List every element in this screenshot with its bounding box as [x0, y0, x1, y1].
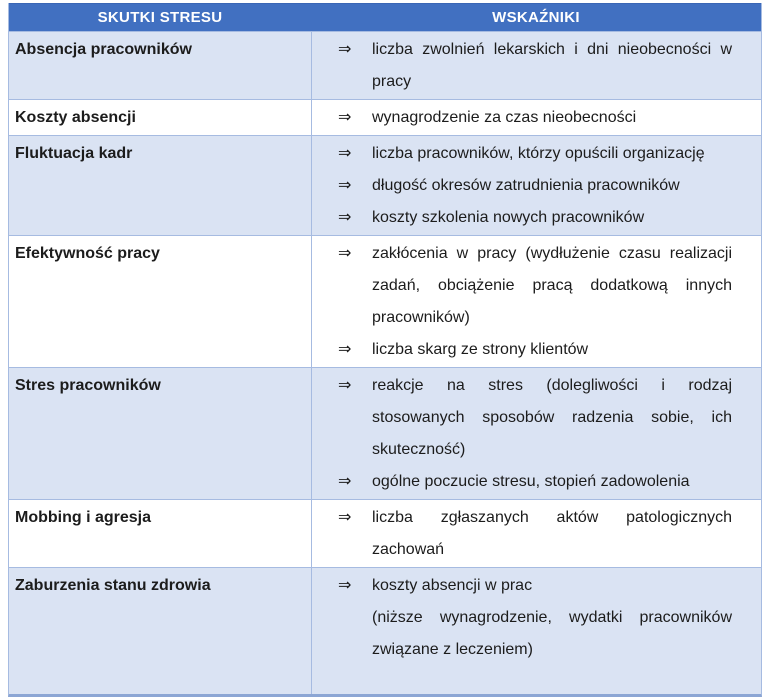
table-row [9, 99, 761, 135]
indicators-cell [311, 100, 761, 135]
indicator-text [372, 34, 732, 98]
effect-cell: Fluktuacja kadr [15, 145, 133, 162]
header-skutki-stresu: SKUTKI STRESU [97, 9, 223, 26]
effect-cell: Efektywność pracy [15, 245, 160, 262]
double-arrow-icon: ⇒ [338, 41, 352, 58]
indicator-text [372, 138, 732, 170]
double-arrow-icon: ⇒ [338, 145, 352, 162]
indicator-text [372, 170, 732, 202]
indicator-item [338, 238, 761, 334]
indicators-cell [311, 568, 761, 694]
double-arrow-icon: ⇒ [338, 577, 352, 594]
double-arrow-icon: ⇒ [338, 109, 352, 126]
effect-cell: Absencja pracowników [15, 41, 192, 58]
indicator-item [338, 34, 761, 98]
indicator-line: wynagrodzenie za czas nieobecności [372, 109, 637, 126]
indicators-cell [311, 32, 761, 99]
indicator-line: liczba pracowników, którzy opuścili organizację [372, 145, 705, 162]
indicator-line: liczba skarg ze strony klientów [372, 341, 589, 358]
table-row [9, 31, 761, 99]
indicator-line: zakłócenia w pracy (wydłużenie czasu realizacji zadań, obciążenie pracą dodatkową innych pracowników) [372, 245, 732, 326]
stress-effects-table [8, 3, 762, 697]
indicator-text [372, 466, 732, 498]
effect-cell: Zaburzenia stanu zdrowia [15, 577, 211, 594]
double-arrow-icon: ⇒ [338, 509, 352, 526]
indicator-text [372, 334, 732, 366]
indicator-line: reakcje na stres (dolegliwości i rodzaj stosowanych sposobów radzenia sobie, ich skuteczność) [372, 377, 732, 458]
indicator-text [372, 570, 732, 666]
table-row [9, 135, 761, 235]
indicator-item [338, 502, 761, 566]
indicator-text [372, 370, 732, 466]
double-arrow-icon: ⇒ [338, 177, 352, 194]
effect-cell: Stres pracowników [15, 377, 161, 394]
indicator-item [338, 202, 761, 234]
indicator-item [338, 334, 761, 366]
indicator-line: (niższe wynagrodzenie, wydatki pracowników związane z leczeniem) [372, 609, 732, 658]
table-header [9, 3, 761, 31]
header-wskazniki: WSKAŹNIKI [492, 9, 580, 26]
table-row [9, 367, 761, 499]
table-body [9, 31, 761, 694]
table-row [9, 567, 761, 694]
double-arrow-icon: ⇒ [338, 245, 352, 262]
indicators-cell [311, 368, 761, 499]
indicators-cell [311, 500, 761, 567]
indicator-line: liczba zwolnień lekarskich i dni nieobecności w pracy [372, 41, 732, 90]
double-arrow-icon: ⇒ [338, 341, 352, 358]
table-row [9, 499, 761, 567]
indicator-item [338, 138, 761, 170]
indicator-text [372, 202, 732, 234]
indicator-text [372, 102, 732, 134]
double-arrow-icon: ⇒ [338, 209, 352, 226]
table-row [9, 235, 761, 367]
indicator-text [372, 238, 732, 334]
indicator-item [338, 102, 761, 134]
indicators-cell [311, 236, 761, 367]
effect-cell: Mobbing i agresja [15, 509, 152, 526]
indicator-item [338, 170, 761, 202]
indicator-item [338, 570, 761, 666]
effect-cell: Koszty absencji [15, 109, 136, 126]
indicator-text [372, 502, 732, 566]
indicator-line: liczba zgłaszanych aktów patologicznych zachowań [372, 509, 732, 558]
indicator-line: ogólne poczucie stresu, stopień zadowolenia [372, 473, 690, 490]
indicator-line: koszty absencji w prac [372, 577, 533, 594]
indicator-line: koszty szkolenia nowych pracowników [372, 209, 645, 226]
indicator-item [338, 370, 761, 466]
indicators-cell [311, 136, 761, 235]
indicator-item [338, 466, 761, 498]
double-arrow-icon: ⇒ [338, 377, 352, 394]
indicator-line: długość okresów zatrudnienia pracowników [372, 177, 680, 194]
double-arrow-icon: ⇒ [338, 473, 352, 490]
